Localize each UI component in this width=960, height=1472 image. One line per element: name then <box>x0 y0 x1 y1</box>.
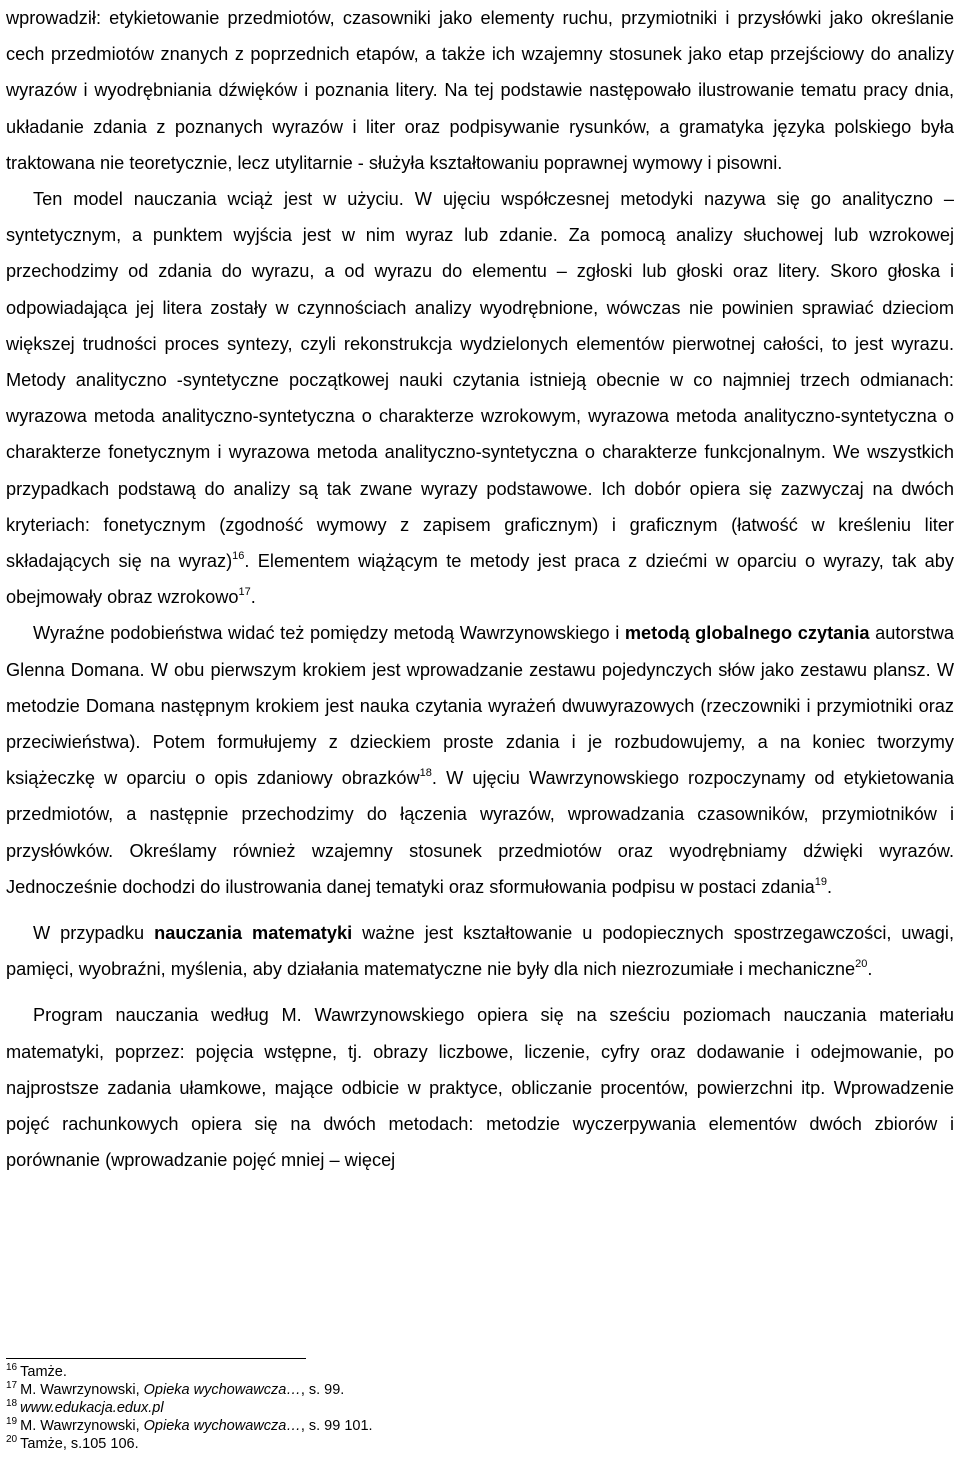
footnotes <box>6 1358 954 1453</box>
footnote-ref-18[interactable]: 18 <box>419 767 432 780</box>
paragraph-4 <box>6 915 954 987</box>
paragraph-5: Program nauczania według M. Wawrzynowskiego opiera się na sześciu poziomach nauczania materiału matematyki, poprzez: pojęcia wstępne, tj. obrazy liczbowe, liczenie, cyfry oraz dodawanie i odejmowanie, po najprostsze zadania ułamkowe, mające odbicie w praktyce, obliczanie procentów, powierzchni itp. Wprowadzenie pojęć rachunkowych opiera się na dwóch metodach: metodzie wyczerpywania elementów dwóch zbiorów i porównanie (wprowadzanie pojęć mniej – więcej <box>6 1005 954 1171</box>
paragraph-2-text-a: Ten model nauczania wciąż jest w użyciu. W ujęciu współczesnej metodyki nazywa się go analityczno – syntetycznym, a punktem wyjścia jest w nim wyraz lub zdanie. Za pomocą analizy słuchowej lub wzrokowej przechodzimy od zdania do wyrazu, a od wyrazu do elementu – zgłoski lub głoski oraz litery. Skoro głoska i odpowiadająca jej litera zostały w czynnościach analizy wyodrębnione, wówczas nie powinien sprawiać dzieciom większej trudności proces syntezy, czyli rekonstrukcja wydzielonych elementów pierwotnej całości, to jest wyrazu. Metody analityczno -syntetyczne początkowej nauki czytania istnieją obecnie w co najmniej trzech odmianach: wyrazowa metoda analityczno-syntetyczna o charakterze wzrokowym, wyrazowa metoda analityczno-syntetyczna o charakterze fonetycznym i wyrazowa metoda analityczno-syntetyczna o charakterze funkcjonalnym. We wszystkich przypadkach podstawą do analizy są tak zwane wyrazy podstawowe. Ich dobór opiera się zazwyczaj na dwóch kryteriach: fonetycznym (zgodność wymowy z zapisem graficznym) i graficznym (łatwość w kreśleniu liter składających się na wyraz) <box>6 189 954 572</box>
paragraph-3-text-a: Wyraźne podobieństwa widać też pomiędzy metodą Wawrzynowskiego i <box>33 623 625 644</box>
paragraph-3 <box>6 615 954 905</box>
paragraph-4-text-a: W przypadku <box>33 923 155 944</box>
footnote-ref-20[interactable]: 20 <box>855 958 868 971</box>
footnote-ref-17[interactable]: 17 <box>238 586 251 599</box>
footnote-17: $^{17}$ M. Wawrzynowski, Opieka wychowawcza…, s. 99. <box>6 1380 345 1398</box>
paragraph-2-text-b: . Elementem wiążącym te metody jest praca z dziećmi w oparciu o wyrazy, tak aby obejmowały obraz wzrokowo <box>6 551 954 608</box>
paragraph-3-text-c: . W ujęciu Wawrzynowskiego rozpoczynamy od etykietowania przedmiotów, a następnie przechodzimy do łączenia wyrazów, wprowadzania czasowników, przymiotników i przysłówków. Określamy również wzajemny stosunek przedmiotów oraz wyodrębniamy dźwięki wyrazów. Jednocześnie dochodzi do ilustrowania danej tematyki oraz sformułowania podpisu w postaci zdania <box>6 768 954 897</box>
document-body <box>6 0 954 1179</box>
paragraph-3-text-b: autorstwa Glenna Domana. W obu pierwszym krokiem jest wprowadzanie zestawu pojedynczych słów jako zestawu plansz. W metodzie Domana następnym krokiem jest nauka czytania wyrażeń dwuwyrazowych (rzeczowniki i przymiotniki oraz przeciwieństwa). Potem formułujemy z dzieckiem proste zdania i je rozbudowujemy, a na koniec tworzymy książeczkę w oparciu o opis zdaniowy obrazków <box>6 623 954 789</box>
footnote-ref-16[interactable]: 16 <box>232 550 245 563</box>
paragraph-2 <box>6 181 954 615</box>
paragraph-1: wprowadził: etykietowanie przedmiotów, czasowniki jako elementy ruchu, przymiotniki i przysłówki jako określanie cech przedmiotów znanych z poprzednich etapów, a także ich wzajemny stosunek jako etap przejściowy do analizy wyrazów i wyodrębniania dźwięków i poznania litery. Na tej podstawie następowało ilustrowanie tematu pracy dnia, układanie zdania z poznanych wyrazów i liter oraz podpisywanie rysunków, a gramatyka języka polskiego była traktowana nie teoretycznie, lecz utylitarnie - służyła kształtowaniu poprawnej wymowy i pisowni. <box>6 8 954 173</box>
footnote-18: $^{18}$ www.edukacja.edux.pl <box>6 1398 164 1416</box>
paragraph-3-bold: metodą globalnego czytania <box>624 623 870 644</box>
paragraph-4-text-b: ważne jest kształtowanie u podopiecznych spostrzegawczości, uwagi, pamięci, wyobraźni, myślenia, aby działania matematyczne nie były dla nich niezrozumiałe i mechaniczne <box>6 923 955 980</box>
paragraph-4-text-c: . <box>867 959 873 980</box>
footnote-20: $^{20}$ Tamże, s.105 106. <box>6 1434 139 1452</box>
footnote-link[interactable]: www.edukacja.edux.pl <box>20 1400 164 1416</box>
paragraph-2-text-c: . <box>250 587 256 608</box>
paragraph-4-bold: nauczania matematyki <box>154 923 353 944</box>
paragraph-3-text-d: . <box>827 876 833 897</box>
footnote-divider <box>6 1358 306 1359</box>
footnote-ref-19[interactable]: 19 <box>814 875 828 888</box>
footnote-16: $^{16}$ Tamże. <box>6 1362 67 1380</box>
footnote-19: $^{19}$ M. Wawrzynowski, Opieka wychowawcza…, s. 99 101. <box>6 1416 373 1434</box>
